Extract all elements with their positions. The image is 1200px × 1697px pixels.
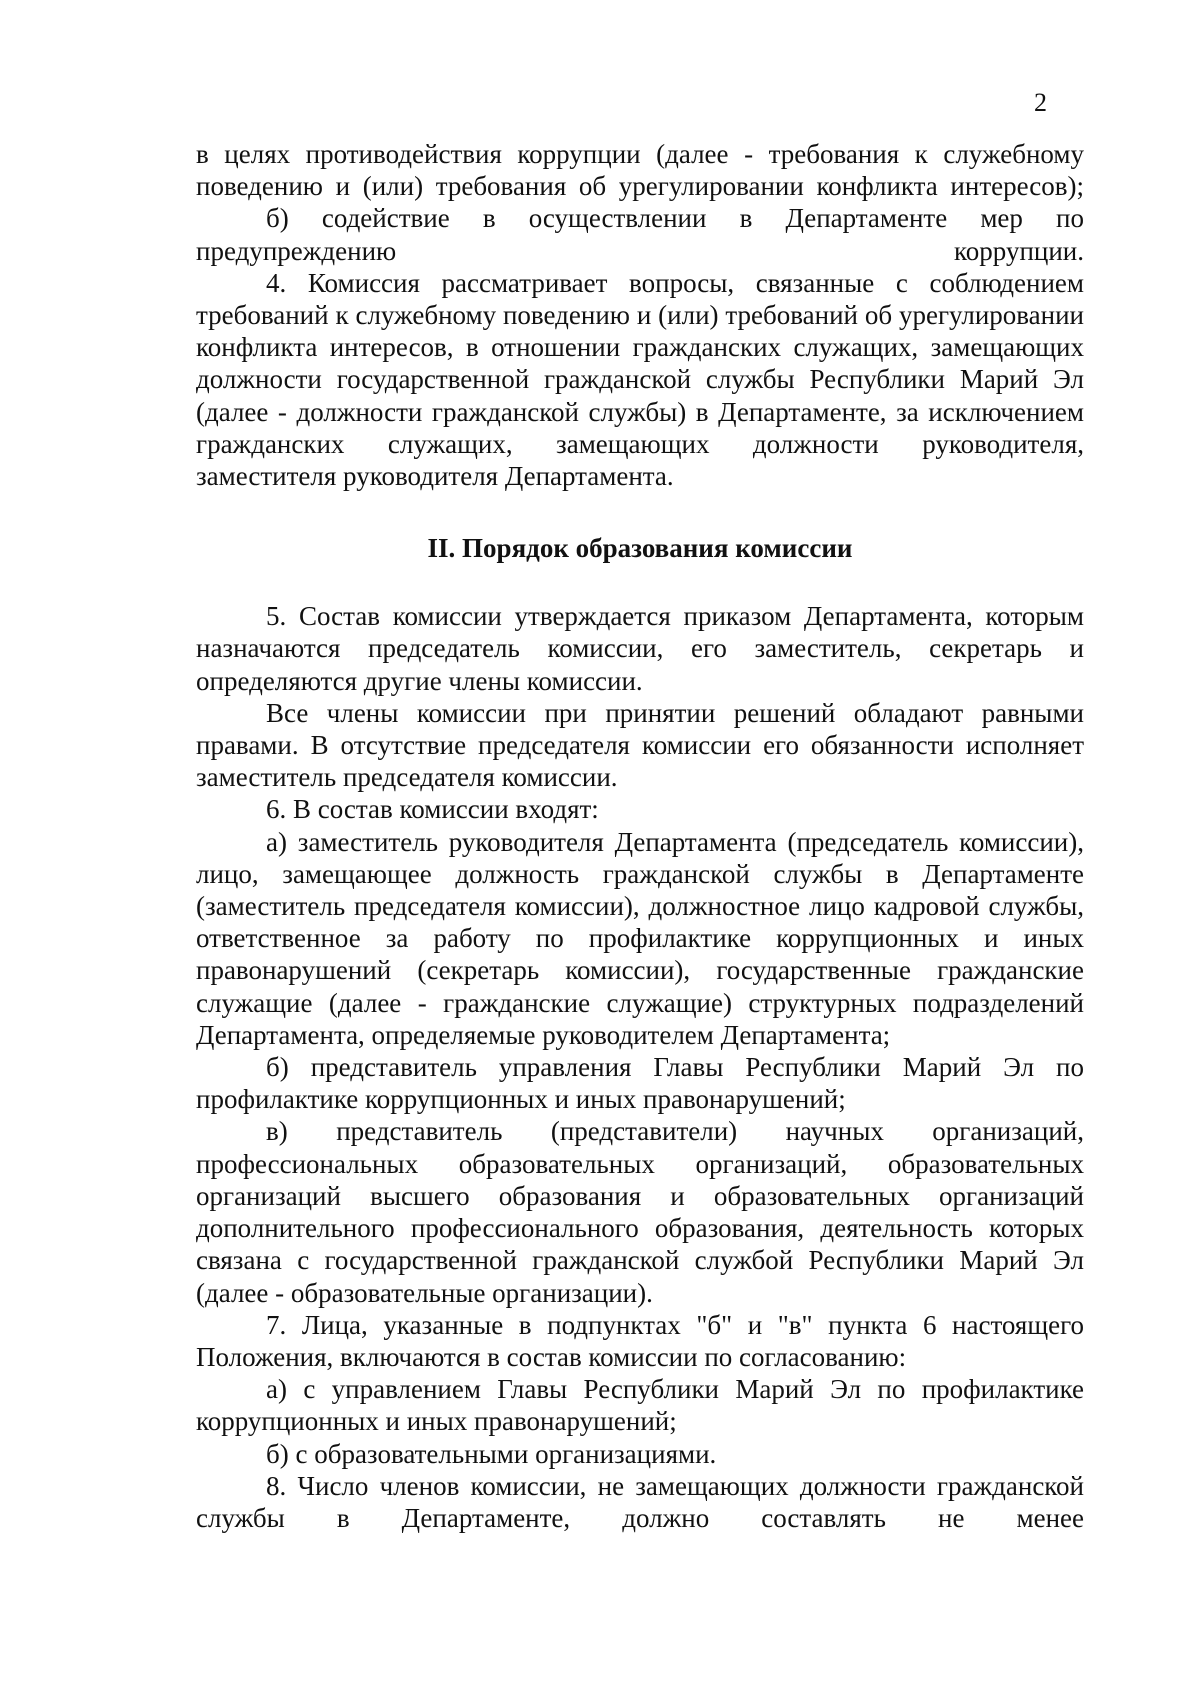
paragraph-6a: а) заместитель руководителя Департамента (председатель комиссии), лицо, замещающее должность гражданской службы в Департаменте (заместитель председателя комиссии), должностное лицо кадровой службы, ответственное за работу по профилактике коррупционных и иных правонарушений (секретарь комиссии), государственные гражданские служащие (далее - гражданские служащие) структурных подразделений Департамента, определяемые руководителем Департамента; [196, 826, 1084, 1050]
paragraph-8: 8. Число членов комиссии, не замещающих должности гражданской службы в Департаменте, должно составлять не менее [196, 1470, 1084, 1533]
section-heading: II. Порядок образования комиссии [427, 533, 853, 564]
paragraph-4: 4. Комиссия рассматривает вопросы, связанные с соблюдением требований к служебному поведению и (или) требований об урегулировании конфликта интересов, в отношении гражданских служащих, замещающих должности государственной гражданской службы Республики Марий Эл (далее - должности гражданской службы) в Департаменте, за исключением гражданских служащих, замещающих должности руководителя, заместителя руководителя Департамента. [196, 267, 1084, 492]
paragraph-equal-rights: Все члены комиссии при принятии решений обладают равными правами. В отсутствие председателя комиссии его обязанности исполняет заместитель председателя комиссии. [196, 697, 1084, 793]
paragraph-6v: в) представитель (представители) научных организаций, профессиональных образовательных организаций, образовательных организаций высшего образования и образовательных организаций дополнительного профессионального образования, деятельность которых связана с государственной гражданской службой Республики Марий Эл (далее - образовательные организации). [196, 1116, 1084, 1308]
paragraph-7b: б) с образовательными организациями. [266, 1438, 717, 1469]
paragraph-5: 5. Состав комиссии утверждается приказом Департамента, которым назначаются председатель комиссии, его заместитель, секретарь и определяются другие члены комиссии. [196, 601, 1084, 696]
paragraph-item-b: б) содействие в осуществлении в Департаменте мер по предупреждению коррупции. [196, 203, 1084, 266]
paragraph-7a: а) с управлением Главы Республики Марий Эл по профилактике коррупционных и иных правонарушений; [196, 1374, 1084, 1437]
paragraph-6b: б) представитель управления Главы Республики Марий Эл по профилактике коррупционных и иных правонарушений; [196, 1052, 1084, 1115]
paragraph-6: 6. В состав комиссии входят: [266, 794, 599, 825]
paragraph-7: 7. Лица, указанные в подпунктах "б" и "в" пункта 6 настоящего Положения, включаются в состав комиссии по согласованию: [196, 1309, 1084, 1372]
document-body [196, 138, 1084, 1534]
page-number: 2 [1034, 88, 1047, 117]
paragraph-continuation: в целях противодействия коррупции (далее - требования к служебному поведению и (или) требования об урегулировании конфликта интересов); [196, 139, 1084, 202]
